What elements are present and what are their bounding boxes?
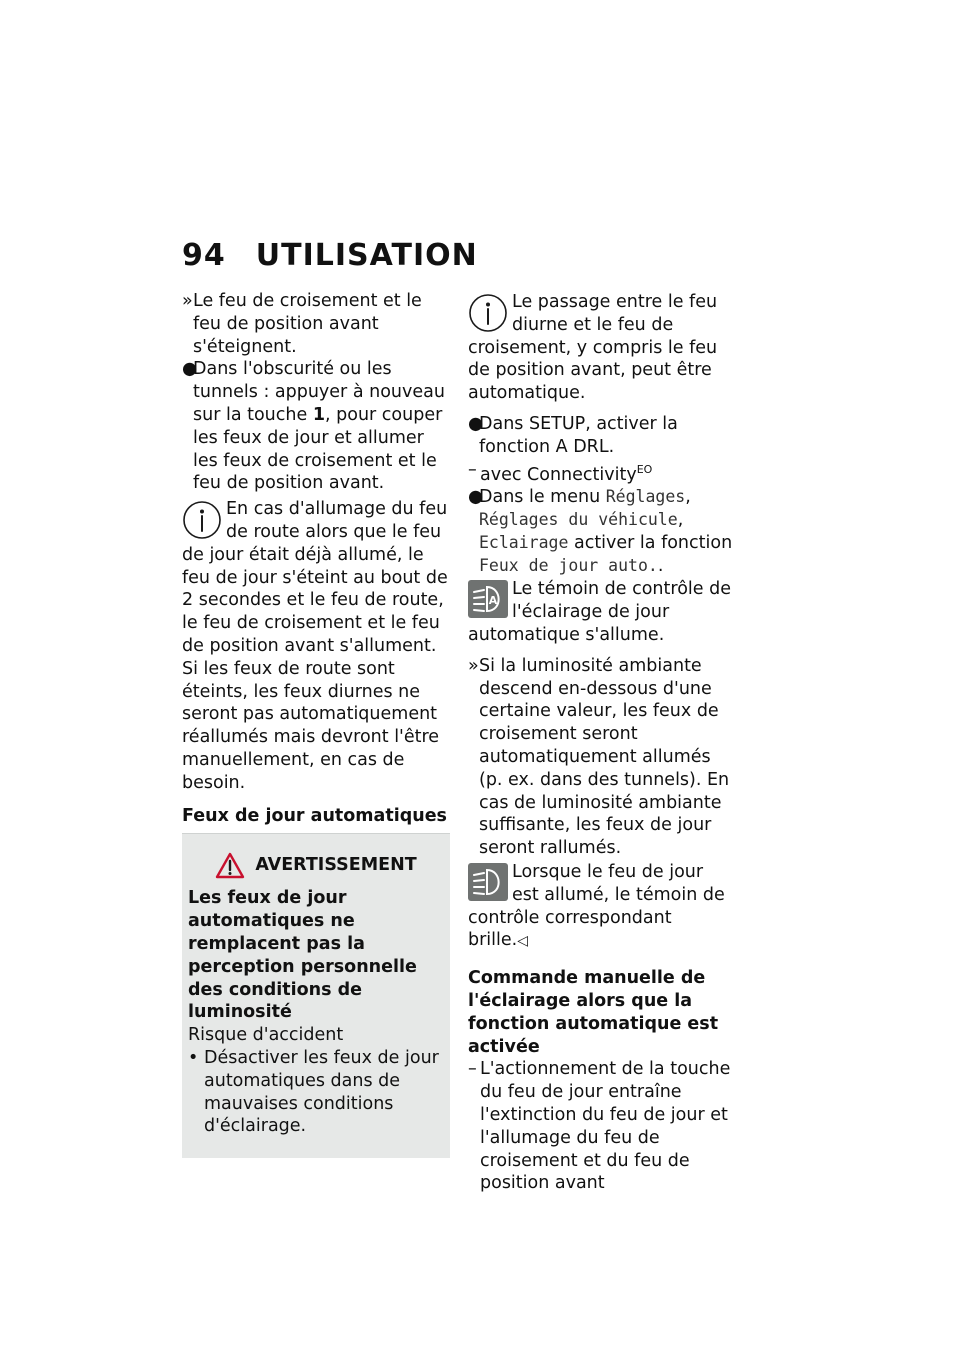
- list-item: [468, 459, 734, 487]
- info-icon: [182, 500, 222, 540]
- indicator-text: Le témoin de contrôle de l'éclairage de jour automatique s'allume.: [468, 579, 731, 645]
- page-number: 94: [182, 238, 226, 273]
- text-span: Lorsque le feu de jour est allumé, le témoin de contrôle correspondant brille.: [468, 861, 725, 951]
- list-item-text: L'actionnement de la touche du feu de jour entraîne l'extinction du feu de jour et l'allumage du feu de croisement et du feu de position avant: [480, 1059, 731, 1194]
- dash-marker: –: [468, 1059, 477, 1080]
- superscript: EO: [636, 462, 653, 476]
- drl-indicator-icon: [468, 863, 508, 901]
- menu-path: Réglages: [605, 487, 686, 507]
- list-item-text: Le feu de croisement et le feu de position avant s'éteignent.: [193, 291, 422, 357]
- warning-statement: Les feux de jour automatiques ne remplacent pas la perception personnelle des conditions de luminosité: [188, 888, 417, 1023]
- menu-path: Réglages du véhicule: [479, 510, 678, 529]
- list-item: [468, 1058, 734, 1195]
- list-item-text: Désactiver les feux de jour automatiques dans de mauvaises conditions d'éclairage.: [204, 1047, 439, 1137]
- text-span: avec Connectivity: [480, 464, 637, 485]
- list-item-text: Si la luminosité ambiante descend en-dessous d'une certaine valeur, les feux de croisement seront automatiquement allumés (p. ex. dans des tunnels). En cas de luminosité ambiante suffisante, les feux de jour seront rallumés.: [479, 655, 730, 859]
- list-item: [188, 1047, 444, 1138]
- text-span: activer la fonction: [568, 532, 733, 553]
- indicator-note: [468, 577, 734, 646]
- svg-text:A: A: [488, 594, 498, 608]
- list-item-text: Dans SETUP, activer la fonction A DRL.: [479, 413, 678, 457]
- warning-header: [188, 852, 444, 879]
- warning-box: [182, 834, 450, 1158]
- bullet-marker: ●: [468, 413, 484, 434]
- list-item-text: [480, 459, 734, 487]
- list-item: [468, 655, 734, 860]
- left-column: [182, 290, 450, 1158]
- spacer: [468, 405, 734, 413]
- text-span: ,: [677, 510, 684, 530]
- list-item: [468, 413, 734, 459]
- bullet-marker: ●: [468, 487, 484, 508]
- list-item: [182, 290, 450, 358]
- info-note-text: Le passage entre le feu diurne et le feu de croisement, y compris le feu de position avant, peut être automatique.: [468, 292, 718, 404]
- menu-path: Eclairage: [479, 532, 569, 552]
- list-item-text: [193, 358, 450, 495]
- indicator-note: [468, 860, 734, 953]
- text-span: , pour couper les feux de jour et allumer les feux de croisement et le feu de position avant.: [193, 404, 443, 494]
- paragraph: Si les feux de route sont éteints, les feux diurnes ne seront pas automatiquement réallumés mais devront l'être manuellement, en cas de besoin.: [182, 658, 440, 793]
- end-marker: ◁: [517, 933, 528, 950]
- list-item: [468, 486, 734, 577]
- text-span: Dans le menu: [479, 487, 606, 508]
- auto-drl-indicator-icon: [468, 580, 508, 618]
- key-label: 1: [312, 404, 326, 425]
- right-column: [468, 290, 734, 1195]
- result-marker: »: [182, 291, 193, 311]
- list-item-text: [479, 486, 734, 577]
- warning-icon: [215, 852, 245, 879]
- section-heading: Commande manuelle de l'éclairage alors que la fonction automatique est activée: [468, 968, 719, 1057]
- info-note: [468, 290, 734, 405]
- menu-path: Feux de jour auto.: [479, 555, 658, 575]
- info-note-text: En cas d'allumage du feu de route alors que le feu de jour était déjà allumé, le feu de jour s'éteint au bout de 2 secondes et le feu de route, le feu de croisement et le feu de position avant s'allument.: [182, 499, 448, 656]
- spacer: [468, 647, 734, 655]
- info-note: [182, 497, 450, 658]
- warning-title: AVERTISSEMENT: [255, 855, 417, 876]
- result-marker: »: [468, 655, 479, 676]
- info-icon: [468, 293, 508, 333]
- bullet-marker: •: [188, 1047, 199, 1068]
- section-heading: Feux de jour automatiques: [182, 805, 447, 826]
- text-span: Dans l'obscurité ou les tunnels : appuyer à nouveau sur la touche: [193, 359, 445, 425]
- dash-marker: –: [468, 459, 477, 480]
- text-span: .: [657, 555, 664, 576]
- warning-risk: Risque d'accident: [188, 1025, 344, 1046]
- bullet-marker: ●: [182, 359, 198, 380]
- list-item: [182, 358, 450, 495]
- text-span: ,: [685, 487, 691, 508]
- page-title: [182, 238, 478, 273]
- section-title: UTILISATION: [255, 238, 478, 273]
